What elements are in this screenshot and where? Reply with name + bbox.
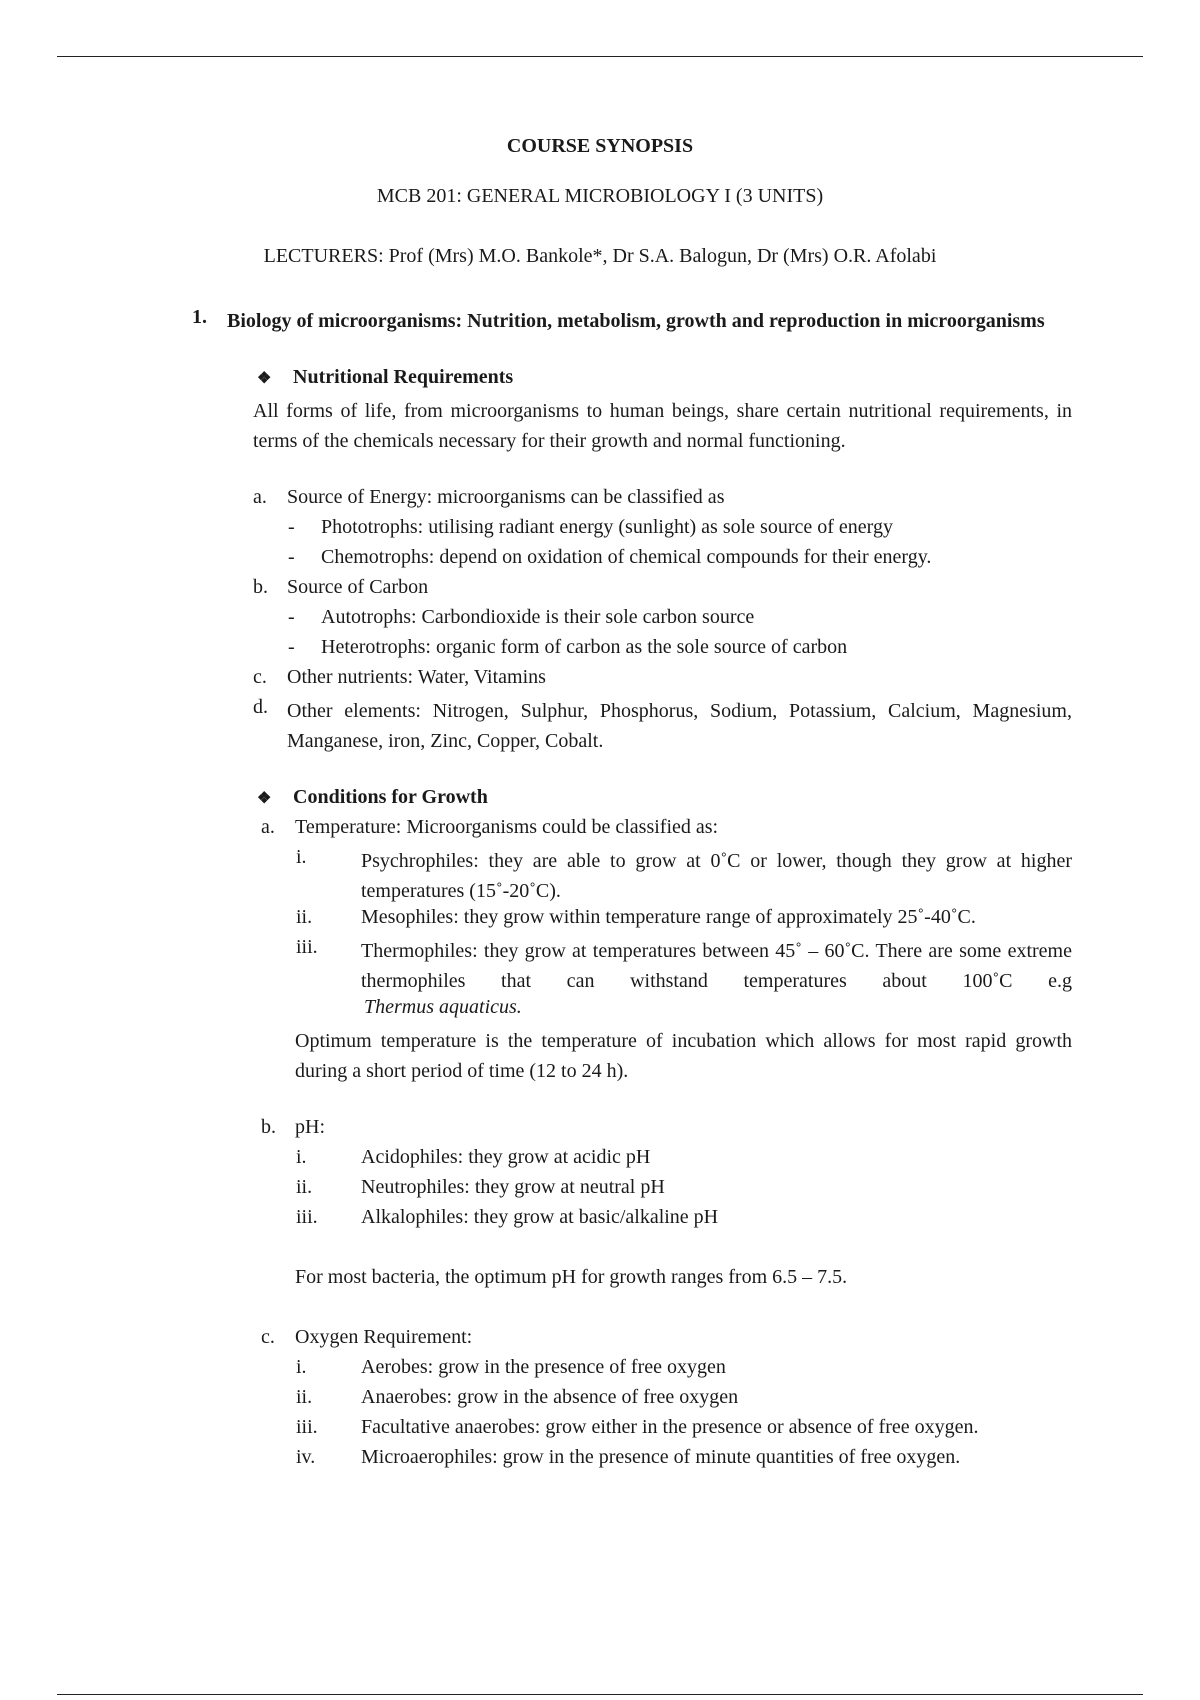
oxygen-requirement-item: Oxygen Requirement: (295, 1326, 473, 1348)
list-dash: - (288, 636, 295, 658)
acidophiles-item: Acidophiles: they grow at acidic pH (361, 1146, 651, 1168)
list-dash: - (288, 516, 295, 538)
roman-marker: iii. (296, 1206, 318, 1228)
sub-item-autotrophs: Autotrophs: Carbondioxide is their sole carbon source (321, 606, 755, 628)
roman-marker: i. (296, 1146, 307, 1168)
optimum-temperature-note: Optimum temperature is the temperature of incubation which allows for most rapid growth during a short period of time (12 to 24 h). (295, 1030, 1072, 1082)
optimum-ph-note: For most bacteria, the optimum pH for growth ranges from 6.5 – 7.5. (295, 1266, 848, 1288)
lecturers-line: LECTURERS: Prof (Mrs) M.O. Bankole*, Dr S.A. Balogun, Dr (Mrs) O.R. Afolabi (263, 245, 937, 267)
sub-item-chemotrophs: Chemotrophs: depend on oxidation of chemical compounds for their energy. (321, 546, 932, 568)
bullet-diamond-icon: ❖ (257, 370, 272, 387)
bullet-diamond-icon: ❖ (257, 790, 272, 807)
list-dash: - (288, 606, 295, 628)
list-marker: d. (253, 696, 268, 718)
roman-marker: iii. (296, 936, 318, 958)
roman-marker: iv. (296, 1446, 316, 1468)
ph-item: pH: (295, 1116, 325, 1138)
roman-marker: iii. (296, 1416, 318, 1438)
alkalophiles-item: Alkalophiles: they grow at basic/alkaline pH (361, 1206, 719, 1228)
list-marker: c. (253, 666, 267, 688)
microaerophiles-item: Microaerophiles: grow in the presence of minute quantities of free oxygen. (361, 1446, 961, 1468)
list-item-other-elements: Other elements: Nitrogen, Sulphur, Phosphorus, Sodium, Potassium, Calcium, Magnesium, Manganese, iron, Zinc, Copper, Cobalt. (287, 700, 1072, 752)
roman-marker: i. (296, 846, 307, 868)
nutritional-requirements-heading: ❖ Nutritional Requirements (257, 366, 514, 388)
list-item-other-nutrients: Other nutrients: Water, Vitamins (287, 666, 546, 688)
sub-item-phototrophs: Phototrophs: utilising radiant energy (sunlight) as sole source of energy (321, 516, 893, 538)
bottom-rule (57, 1694, 1143, 1695)
neutrophiles-item: Neutrophiles: they grow at neutral pH (361, 1176, 665, 1198)
facultative-anaerobes-item: Facultative anaerobes: grow either in the presence or absence of free oxygen. (361, 1416, 979, 1438)
list-item-energy-source: Source of Energy: microorganisms can be classified as (287, 486, 725, 508)
list-marker: a. (261, 816, 275, 838)
top-rule (57, 56, 1143, 57)
list-marker: b. (253, 576, 268, 598)
roman-marker: ii. (296, 1176, 313, 1198)
roman-marker: ii. (296, 1386, 313, 1408)
temperature-item: Temperature: Microorganisms could be classified as: (295, 816, 719, 838)
section-number: 1. (192, 306, 207, 328)
thermophiles-item: Thermophiles: they grow at temperatures between 45˚ – 60˚C. There are some extreme thermophiles that can withstand temperatures about 100˚C e.g (361, 940, 1072, 992)
sub-item-heterotrophs: Heterotrophs: organic form of carbon as the sole source of carbon (321, 636, 848, 658)
anaerobes-item: Anaerobes: grow in the absence of free oxygen (361, 1386, 739, 1408)
mesophiles-item: Mesophiles: they grow within temperature range of approximately 25˚-40˚C. (361, 906, 976, 928)
thermus-aquaticus-example: Thermus aquaticus. (364, 996, 522, 1018)
conditions-for-growth-heading: ❖ Conditions for Growth (257, 786, 488, 808)
list-marker: c. (261, 1326, 275, 1348)
nutritional-intro: All forms of life, from microorganisms to human beings, share certain nutritional requirements, in terms of the chemicals necessary for their growth and normal functioning. (253, 400, 1072, 452)
document-title: COURSE SYNOPSIS (506, 135, 694, 157)
psychrophiles-item: Psychrophiles: they are able to grow at 0˚C or lower, though they grow at higher temperatures (15˚-20˚C). (361, 850, 1072, 902)
list-item-carbon-source: Source of Carbon (287, 576, 429, 598)
list-dash: - (288, 546, 295, 568)
aerobes-item: Aerobes: grow in the presence of free oxygen (361, 1356, 726, 1378)
section-title: Biology of microorganisms: Nutrition, metabolism, growth and reproduction in microorganisms (227, 310, 1045, 332)
roman-marker: ii. (296, 906, 313, 928)
list-marker: a. (253, 486, 267, 508)
roman-marker: i. (296, 1356, 307, 1378)
list-marker: b. (261, 1116, 276, 1138)
course-title: MCB 201: GENERAL MICROBIOLOGY I (3 UNITS) (376, 185, 824, 207)
